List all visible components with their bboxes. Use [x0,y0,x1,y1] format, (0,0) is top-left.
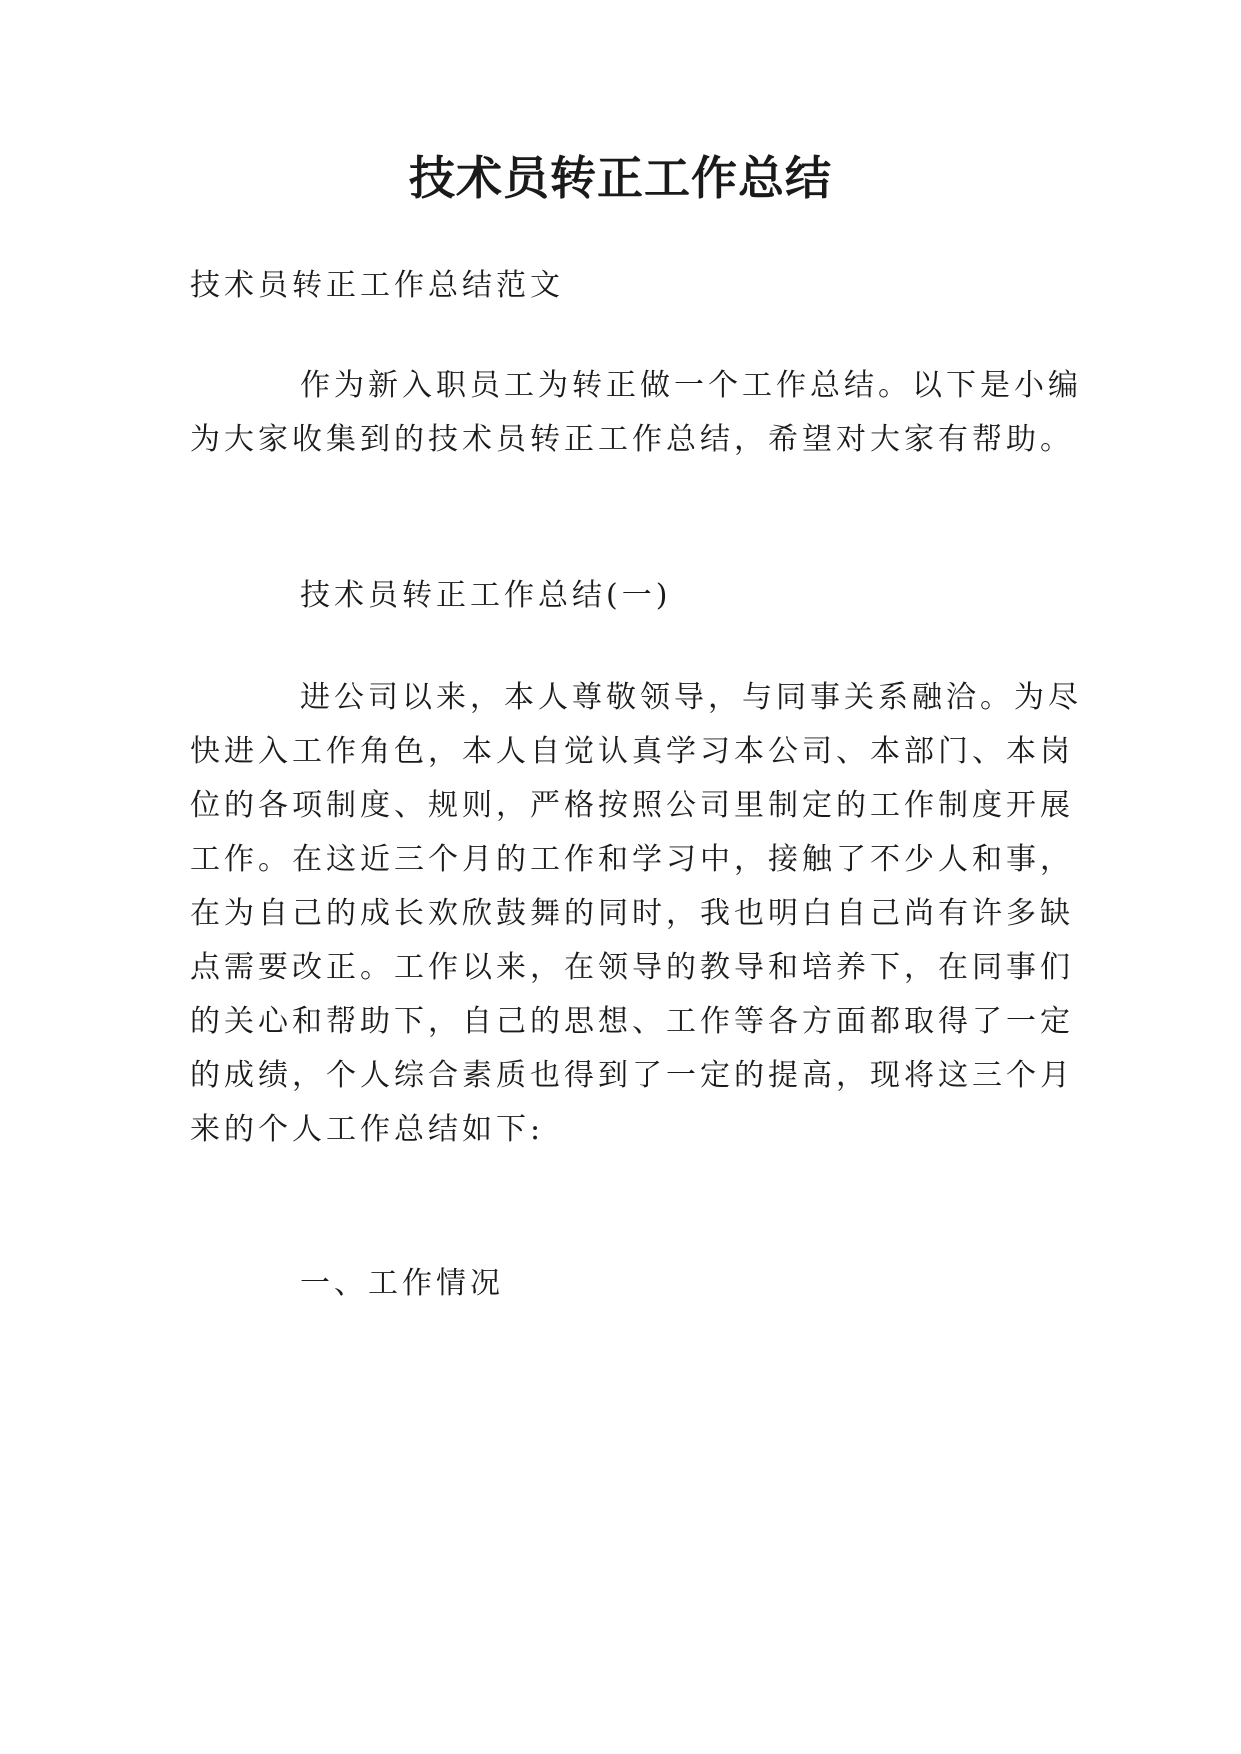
body-line-3: 位的各项制度、规则，严格按照公司里制定的工作制度开展 [190,788,1074,823]
document-subtitle: 技术员转正工作总结范文 [190,268,564,303]
body-line-8: 的成绩，个人综合素质也得到了一定的提高，现将这三个月 [190,1058,1074,1093]
body-line-4: 工作。在这近三个月的工作和学习中，接触了不少人和事， [190,842,1074,877]
body-line-5: 在为自己的成长欢欣鼓舞的同时，我也明白自己尚有许多缺 [190,896,1074,931]
intro-line-2: 为大家收集到的技术员转正工作总结，希望对大家有帮助。 [190,422,1074,457]
body-line-6: 点需要改正。工作以来，在领导的教导和培养下，在同事们 [190,950,1074,985]
body-line-2: 快进入工作角色，本人自觉认真学习本公司、本部门、本岗 [190,734,1074,769]
body-line-9: 来的个人工作总结如下: [190,1112,545,1147]
body-line-1: 进公司以来，本人尊敬领导，与同事关系融洽。为尽 [300,680,1082,715]
subheading-work-situation: 一、工作情况 [300,1266,504,1301]
document-title: 技术员转正工作总结 [409,151,832,205]
intro-line-1: 作为新入职员工为转正做一个工作总结。以下是小编 [300,368,1082,403]
section-heading: 技术员转正工作总结(一) [300,578,672,613]
body-line-7: 的关心和帮助下，自己的思想、工作等各方面都取得了一定 [190,1004,1074,1039]
